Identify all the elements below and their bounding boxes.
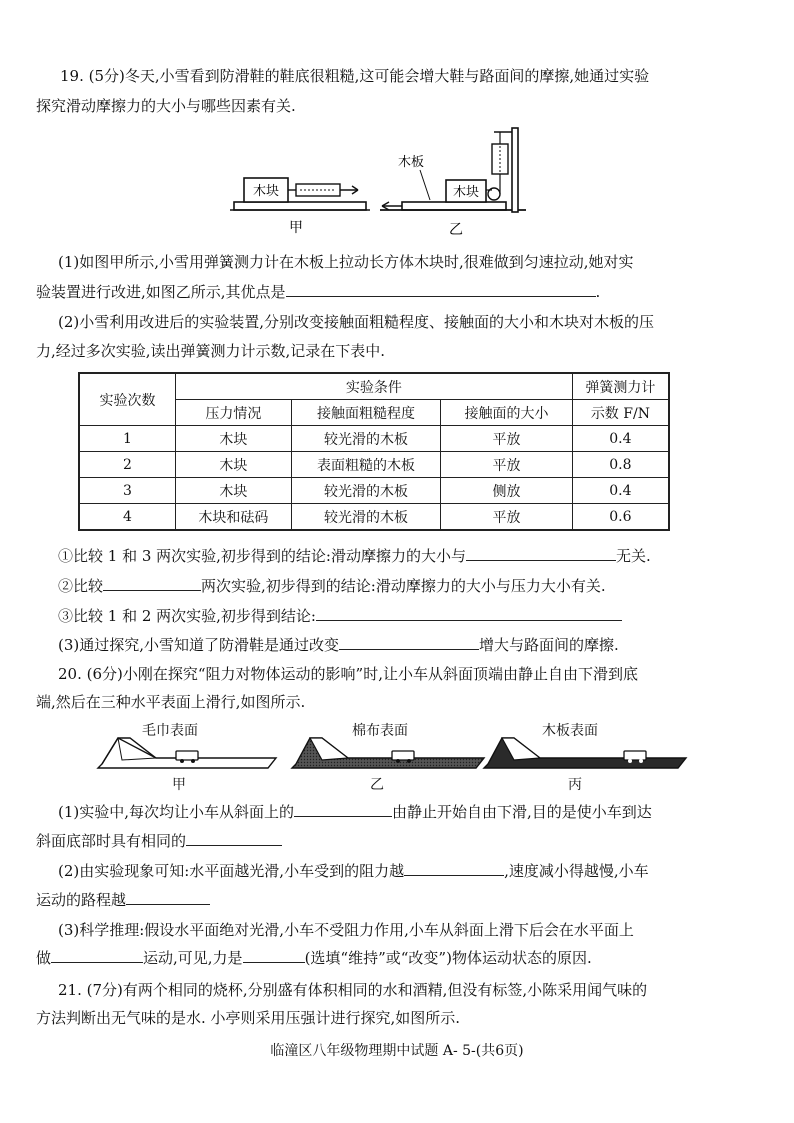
answer-blank-position[interactable] [294, 802, 392, 817]
table-cell: 1 [79, 426, 176, 452]
table-row [79, 426, 669, 452]
q19-part3 [58, 635, 619, 655]
answer-blank-distance[interactable] [126, 890, 210, 905]
q20-part1-text-a: (1)实验中,每次均让小车从斜面上的 [58, 803, 295, 821]
surface-label-towel: 毛巾表面 [142, 723, 198, 739]
q19-conclusion-3 [58, 606, 622, 626]
answer-blank-p3[interactable] [339, 635, 479, 650]
board-label-yi: 木板 [398, 155, 425, 170]
table-cell: 4 [79, 504, 176, 531]
conclusion-2-text: ②比较 [58, 577, 104, 595]
answer-blank-c3[interactable] [316, 606, 622, 621]
q20-part2-text-b: ,速度减小得越慢,小车 [504, 862, 649, 880]
figure-yi [380, 128, 526, 238]
q19-part1-end: . [595, 283, 601, 301]
header-contact-size: 接触面的大小 [441, 400, 573, 426]
answer-blank-force-role[interactable] [243, 948, 305, 963]
table-row [79, 452, 669, 478]
q21-stem-line1: 21. (7分)有两个相同的烧杯,分别盛有体积相同的水和酒精,但没有标签,小陈采用闻气味的 [58, 981, 648, 999]
q19-part3-text: (3)通过探究,小雪知道了防滑鞋是通过改变 [58, 636, 340, 654]
q19-apparatus-figure [230, 120, 530, 240]
caption-jia-20: 甲 [172, 777, 186, 793]
figure-jia [230, 178, 370, 236]
answer-blank-advantage[interactable] [286, 282, 596, 297]
q19-part1-line2 [36, 282, 600, 302]
header-reading-1: 弹簧测力计 [572, 373, 669, 400]
table-cell: 木块 [176, 426, 292, 452]
table-cell: 较光滑的木板 [291, 478, 440, 504]
caption-yi: 乙 [449, 222, 463, 238]
q20-part1-line1 [58, 802, 652, 822]
q20-part1-text-b: 由静止开始自由下滑,目的是使小车到达 [392, 803, 652, 821]
friction-data-table [78, 372, 670, 531]
q20-part2-text-c: 运动的路程越 [36, 891, 127, 909]
header-reading-2: 示数 F/N [572, 400, 669, 426]
table-cell: 0.4 [572, 426, 669, 452]
block-label-jia: 木块 [252, 184, 280, 199]
cart-bing [624, 751, 646, 760]
q20-part2-line1 [58, 861, 649, 881]
q19-part1-text: 验装置进行改进,如图乙所示,其优点是 [36, 283, 286, 301]
q19-part1-line1: (1)如图甲所示,小雪用弹簧测力计在木板上拉动长方体木块时,很难做到匀速拉动,她对实 [58, 253, 634, 271]
q21-stem-line2: 方法判断出无气味的是水. 小亭则采用压强计进行探究,如图所示. [36, 1009, 461, 1027]
header-roughness: 接触面粗糙程度 [291, 400, 440, 426]
q20-stem-line2: 端,然后在三种水平表面上滑行,如图所示. [36, 693, 306, 711]
page-footer: 临潼区八年级物理期中试题 A- 5-(共6页) [270, 1043, 524, 1059]
incline-yi [292, 738, 484, 768]
header-trial: 实验次数 [79, 373, 176, 426]
q19-part3-end: 增大与路面间的摩擦. [479, 636, 619, 654]
cart-yi [392, 751, 414, 760]
stand-post [512, 128, 518, 212]
table-cell: 木块 [176, 478, 292, 504]
table-cell: 平放 [441, 452, 573, 478]
cart-jia [176, 751, 198, 760]
conclusion-2-end: 两次实验,初步得到的结论:滑动摩擦力的大小与压力大小有关. [201, 577, 606, 595]
q20-part3-line2 [36, 948, 592, 968]
answer-blank-c1[interactable] [466, 546, 616, 561]
table-row [79, 504, 669, 531]
q20-incline-figures [96, 734, 726, 798]
table-cell: 木块和砝码 [176, 504, 292, 531]
q19-conclusion-1 [58, 546, 651, 566]
table-cell: 2 [79, 452, 176, 478]
table-cell: 较光滑的木板 [291, 426, 440, 452]
q20-part2-line2 [36, 890, 210, 910]
q20-part3-line1: (3)科学推理:假设水平面绝对光滑,小车不受阻力作用,小车从斜面上滑下后会在水平面上 [58, 921, 634, 939]
q19-part2-line1: (2)小雪利用改进后的实验装置,分别改变接触面粗糙程度、接触面的大小和木块对木板的压 [58, 313, 655, 331]
header-conditions: 实验条件 [176, 373, 573, 400]
surface-label-wood: 木板表面 [542, 723, 598, 739]
q20-part1-line2 [36, 831, 282, 851]
block-label-yi: 木块 [452, 185, 480, 200]
answer-blank-resistance[interactable] [404, 861, 504, 876]
table-cell: 较光滑的木板 [291, 504, 440, 531]
q20-part3-text-c: 运动,可见,力是 [143, 949, 243, 967]
q20-part1-text-c: 斜面底部时具有相同的 [36, 832, 187, 850]
table-cell: 0.6 [572, 504, 669, 531]
table-cell: 平放 [441, 504, 573, 531]
table-cell: 0.4 [572, 478, 669, 504]
q20-part2-text-a: (2)由实验现象可知:水平面越光滑,小车受到的阻力越 [58, 862, 405, 880]
conclusion-1-end: 无关. [615, 547, 651, 565]
answer-blank-speed[interactable] [186, 831, 282, 846]
q20-part3-text-b: 做 [36, 949, 52, 967]
conclusion-3-text: ③比较 1 和 2 两次实验,初步得到结论: [58, 607, 316, 625]
table-cell: 表面粗糙的木板 [291, 452, 440, 478]
caption-bing-20: 丙 [568, 777, 582, 793]
q19-stem-line2: 探究滑动摩擦力的大小与哪些因素有关. [36, 97, 296, 115]
table-cell: 木块 [176, 452, 292, 478]
caption-jia: 甲 [289, 220, 303, 236]
q20-part3-text-d: (选填“维持”或“改变”)物体运动状态的原因. [304, 949, 592, 967]
table-cell: 侧放 [441, 478, 573, 504]
answer-blank-c2[interactable] [103, 576, 201, 591]
answer-blank-motion[interactable] [51, 948, 143, 963]
table-cell: 平放 [441, 426, 573, 452]
q20-stem-line1: 20. (6分)小刚在探究“阻力对物体运动的影响”时,让小车从斜面顶端由静止自由下滑到底 [58, 665, 638, 683]
surface-label-cotton: 棉布表面 [352, 723, 408, 739]
q19-conclusion-2 [58, 576, 606, 596]
q19-part2-line2: 力,经过多次实验,读出弹簧测力计示数,记录在下表中. [36, 342, 386, 360]
table-cell: 3 [79, 478, 176, 504]
table-cell: 0.8 [572, 452, 669, 478]
conclusion-1-text: ①比较 1 和 3 两次实验,初步得到的结论:滑动摩擦力的大小与 [58, 547, 466, 565]
table-row [79, 478, 669, 504]
table-header-row-1 [79, 373, 669, 400]
q19-stem-line1: 19. (5分)冬天,小雪看到防滑鞋的鞋底很粗糙,这可能会增大鞋与路面间的摩擦,她通过实验 [60, 67, 650, 85]
incline-jia [98, 738, 276, 768]
incline-bing [484, 738, 686, 768]
caption-yi-20: 乙 [370, 777, 384, 793]
header-pressure: 压力情况 [176, 400, 292, 426]
